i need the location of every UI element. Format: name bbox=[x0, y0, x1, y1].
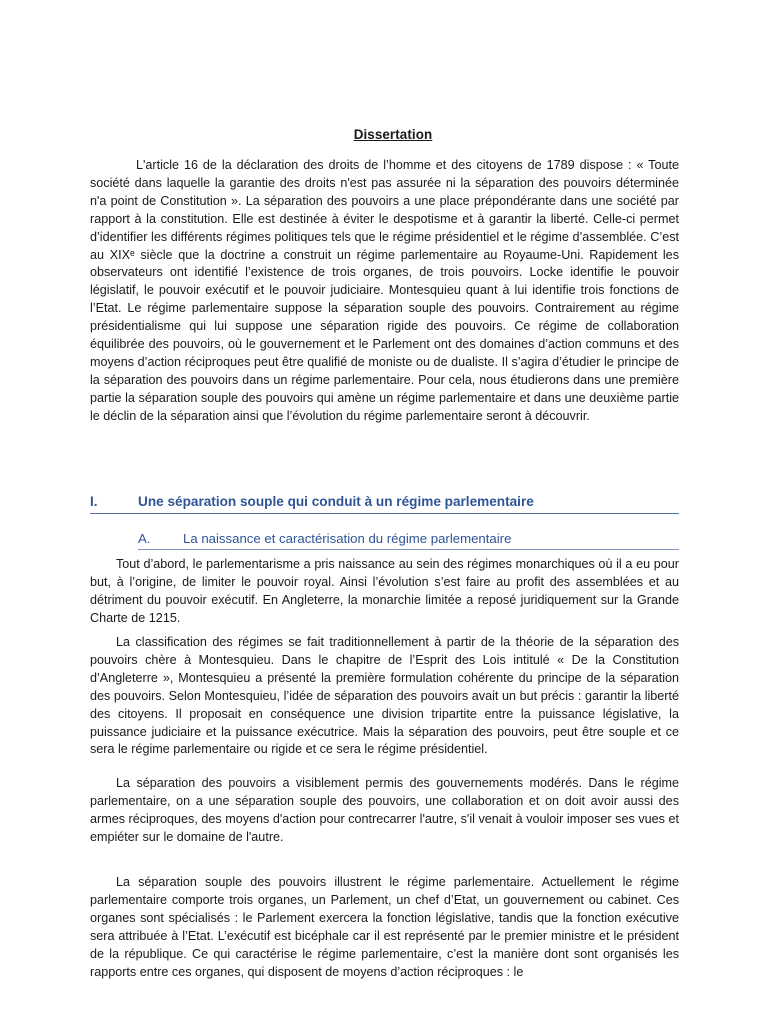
body-paragraph-4: La séparation souple des pouvoirs illustrent le régime parlementaire. Actuellement le régime parlementaire comporte trois organes, un Parlement, un chef d’Etat, un gouvernement ou cabinet. Ces organes sont spécialisés : le Parlement exercera la fonction législative, tandis que la fonction exécutive sera attribuée à l’Etat. L’exécutif est bicéphale car il est représenté par le premier ministre et le président de la république. Ce qui caractérise le régime parlementaire, c’est la manière dont sont organisés les rapports entre ces organes, qui disposent de moyens d’action réciproques : le bbox=[90, 875, 679, 979]
body-paragraph-3: La séparation des pouvoirs a visiblement permis des gouvernements modérés. Dans le régime parlementaire, on a une séparation souple des pouvoirs, une collaboration et on doit avoir aussi des armes réciproques, des moyens d'action pour contrecarrer l'autre, s'il venait à vouloir imposer ses vues et empiéter sur le domaine de l'autre. bbox=[90, 776, 679, 844]
body-paragraph-1: Tout d’abord, le parlementarisme a pris naissance au sein des régimes monarchiques où il a eu pour but, à l’origine, de limiter le pouvoir royal. Ainsi l’évolution s’est faire au profit des assemblées et au détriment du pouvoir exécutif. En Angleterre, la monarchie limitée a reposé juridiquement sur la Grande Charte de 1215. bbox=[90, 557, 679, 625]
page-title: Dissertation bbox=[353, 127, 433, 142]
intro-paragraph: L'article 16 de la déclaration des droits de l’homme et des citoyens de 1789 dispose : « Toute société dans laquelle la garantie des droits n'est pas assurée ni la séparation des pouvoirs déterminée n'a point de Constitution ». La séparation des pouvoirs a une place prépondérante dans une société par rapport à la constitution. Elle est destinée à éviter le despotisme et à garantir la liberté. Celle-ci permet d’identifier les différents régimes politiques tels que le régime présidentiel et le régime d’assemblée. C’est au XIXᵉ siècle que la doctrine a construit un régime parlementaire au Royaume-Uni. Rapidement les observateurs ont identifié l’existence de trois organes, de trois pouvoirs. Locke identifie le pouvoir législatif, le pouvoir exécutif et le pouvoir judiciaire. Montesquieu quant à lui identifie trois fonctions de l’Etat. Le régime parlementaire suppose la séparation souple des pouvoirs. Contrairement au régime présidentialisme qui lui suppose une séparation rigide des pouvoirs. Ce régime de collaboration équilibrée des pouvoirs, où le gouvernement et le Parlement ont des domaines d’action communs et des moyens d’action réciproques peut être qualifié de moniste ou de dualiste. Il s’agira d’étudier le principe de la séparation des pouvoirs dans un régime parlementaire. Pour cela, nous étudierons dans une première partie la séparation souple des pouvoirs qui amène un régime parlementaire et dans une deuxième partie le déclin de la séparation ainsi que l’évolution du régime parlementaire seront à découvrir. bbox=[90, 158, 679, 423]
section-number: I. bbox=[90, 494, 98, 509]
section-title: Une séparation souple qui conduit à un régime parlementaire bbox=[138, 494, 534, 509]
subsection-title: La naissance et caractérisation du régime parlementaire bbox=[183, 531, 512, 546]
subsection-number: A. bbox=[138, 531, 151, 546]
subsection-heading-a bbox=[138, 531, 679, 550]
section-heading-1 bbox=[90, 494, 679, 514]
body-paragraph-2: La classification des régimes se fait traditionnellement à partir de la théorie de la séparation des pouvoirs chère à Montesquieu. Dans le chapitre de l’Esprit des Lois intitulé « De la Constitution d’Angleterre », Montesquieu a présenté la première formulation cohérente du principe de la séparation des pouvoirs. Selon Montesquieu, l’idée de séparation des pouvoirs avait un but précis : garantir la liberté des citoyens. Il proposait en conséquence une division tripartite entre la puissance législative, la puissance judiciaire et la puissance exécutrice. Mais la séparation des pouvoirs, peut être souple et ce sera le régime parlementaire ou rigide et ce sera le régime présidentiel. bbox=[90, 635, 679, 757]
